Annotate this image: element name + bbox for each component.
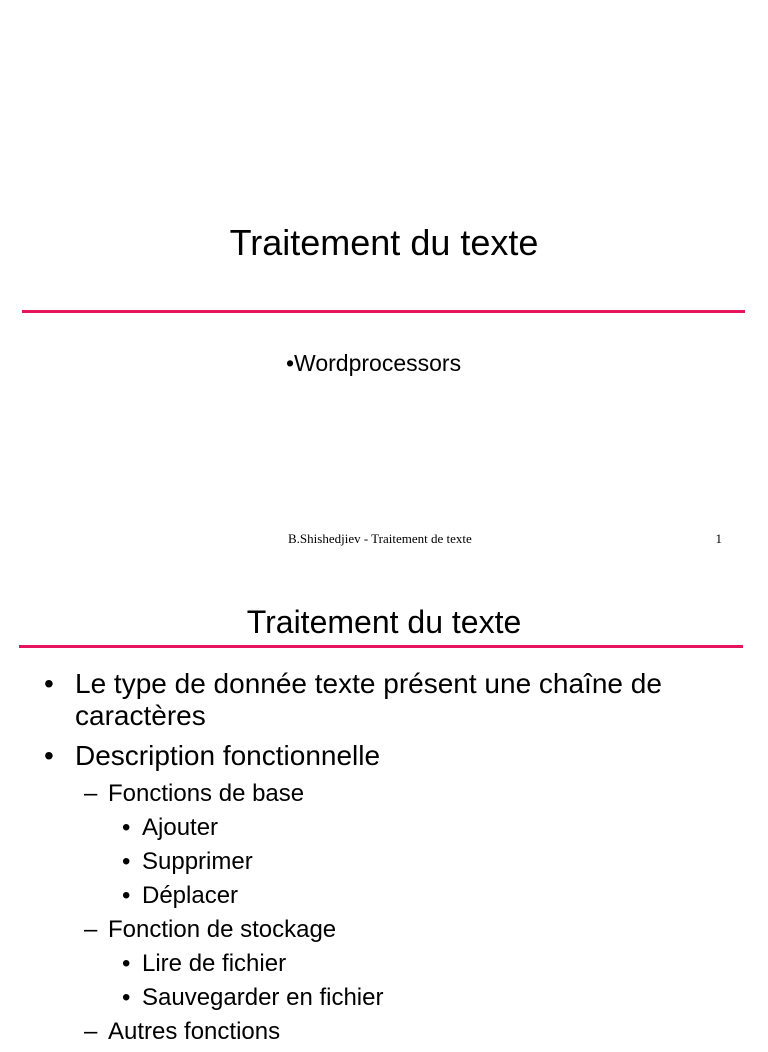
bullet-marker: • [122, 848, 131, 875]
slide-1-subtitle: •Wordprocessors [286, 350, 462, 376]
bullet-marker: • [122, 882, 131, 909]
slide-1-footer: B.Shishedjiev - Traitement de texte [288, 531, 472, 546]
sub-bullet-item [0, 1018, 768, 1046]
bullet-item [0, 740, 735, 772]
slide-2 [0, 580, 768, 1045]
bullet-marker: • [44, 668, 54, 699]
dash-marker: – [84, 1018, 98, 1045]
bullet-text: Sauvegarder en fichier [142, 984, 384, 1011]
sub-sub-bullet-item [0, 950, 768, 978]
bullet-text: Description fonctionnelle [75, 740, 381, 771]
bullet-item [0, 668, 735, 732]
sub-bullet-item [0, 916, 768, 944]
bullet-text: Ajouter [142, 814, 219, 841]
bullet-text: Le type de donnée texte présent une chaîne de caractères [75, 668, 662, 731]
slide-2-title: Traitement du texte [246, 604, 522, 640]
sub-sub-bullet-item [0, 848, 768, 876]
bullet-marker: • [44, 740, 54, 771]
bullet-text: Déplacer [142, 882, 239, 909]
bullet-text: Autres fonctions [108, 1018, 281, 1045]
slide-1-title: Traitement du texte [229, 222, 539, 263]
slide-1-page-number: 1 [715, 531, 722, 546]
sub-sub-bullet-item [0, 882, 768, 910]
bullet-text: Fonctions de base [108, 780, 305, 807]
bullet-marker: • [122, 950, 131, 977]
slide-2-title-rule [19, 645, 743, 648]
dash-marker: – [84, 780, 98, 807]
bullet-marker: • [122, 984, 131, 1011]
slide-2-bullet-list [0, 668, 768, 1052]
sub-sub-bullet-item [0, 814, 768, 842]
bullet-text: Lire de fichier [142, 950, 287, 977]
sub-bullet-item [0, 780, 768, 808]
sub-sub-bullet-item [0, 984, 768, 1012]
bullet-text: Fonction de stockage [108, 916, 337, 943]
bullet-text: Supprimer [142, 848, 253, 875]
slide-1-title-rule [22, 310, 745, 313]
bullet-marker: • [122, 814, 131, 841]
dash-marker: – [84, 916, 98, 943]
